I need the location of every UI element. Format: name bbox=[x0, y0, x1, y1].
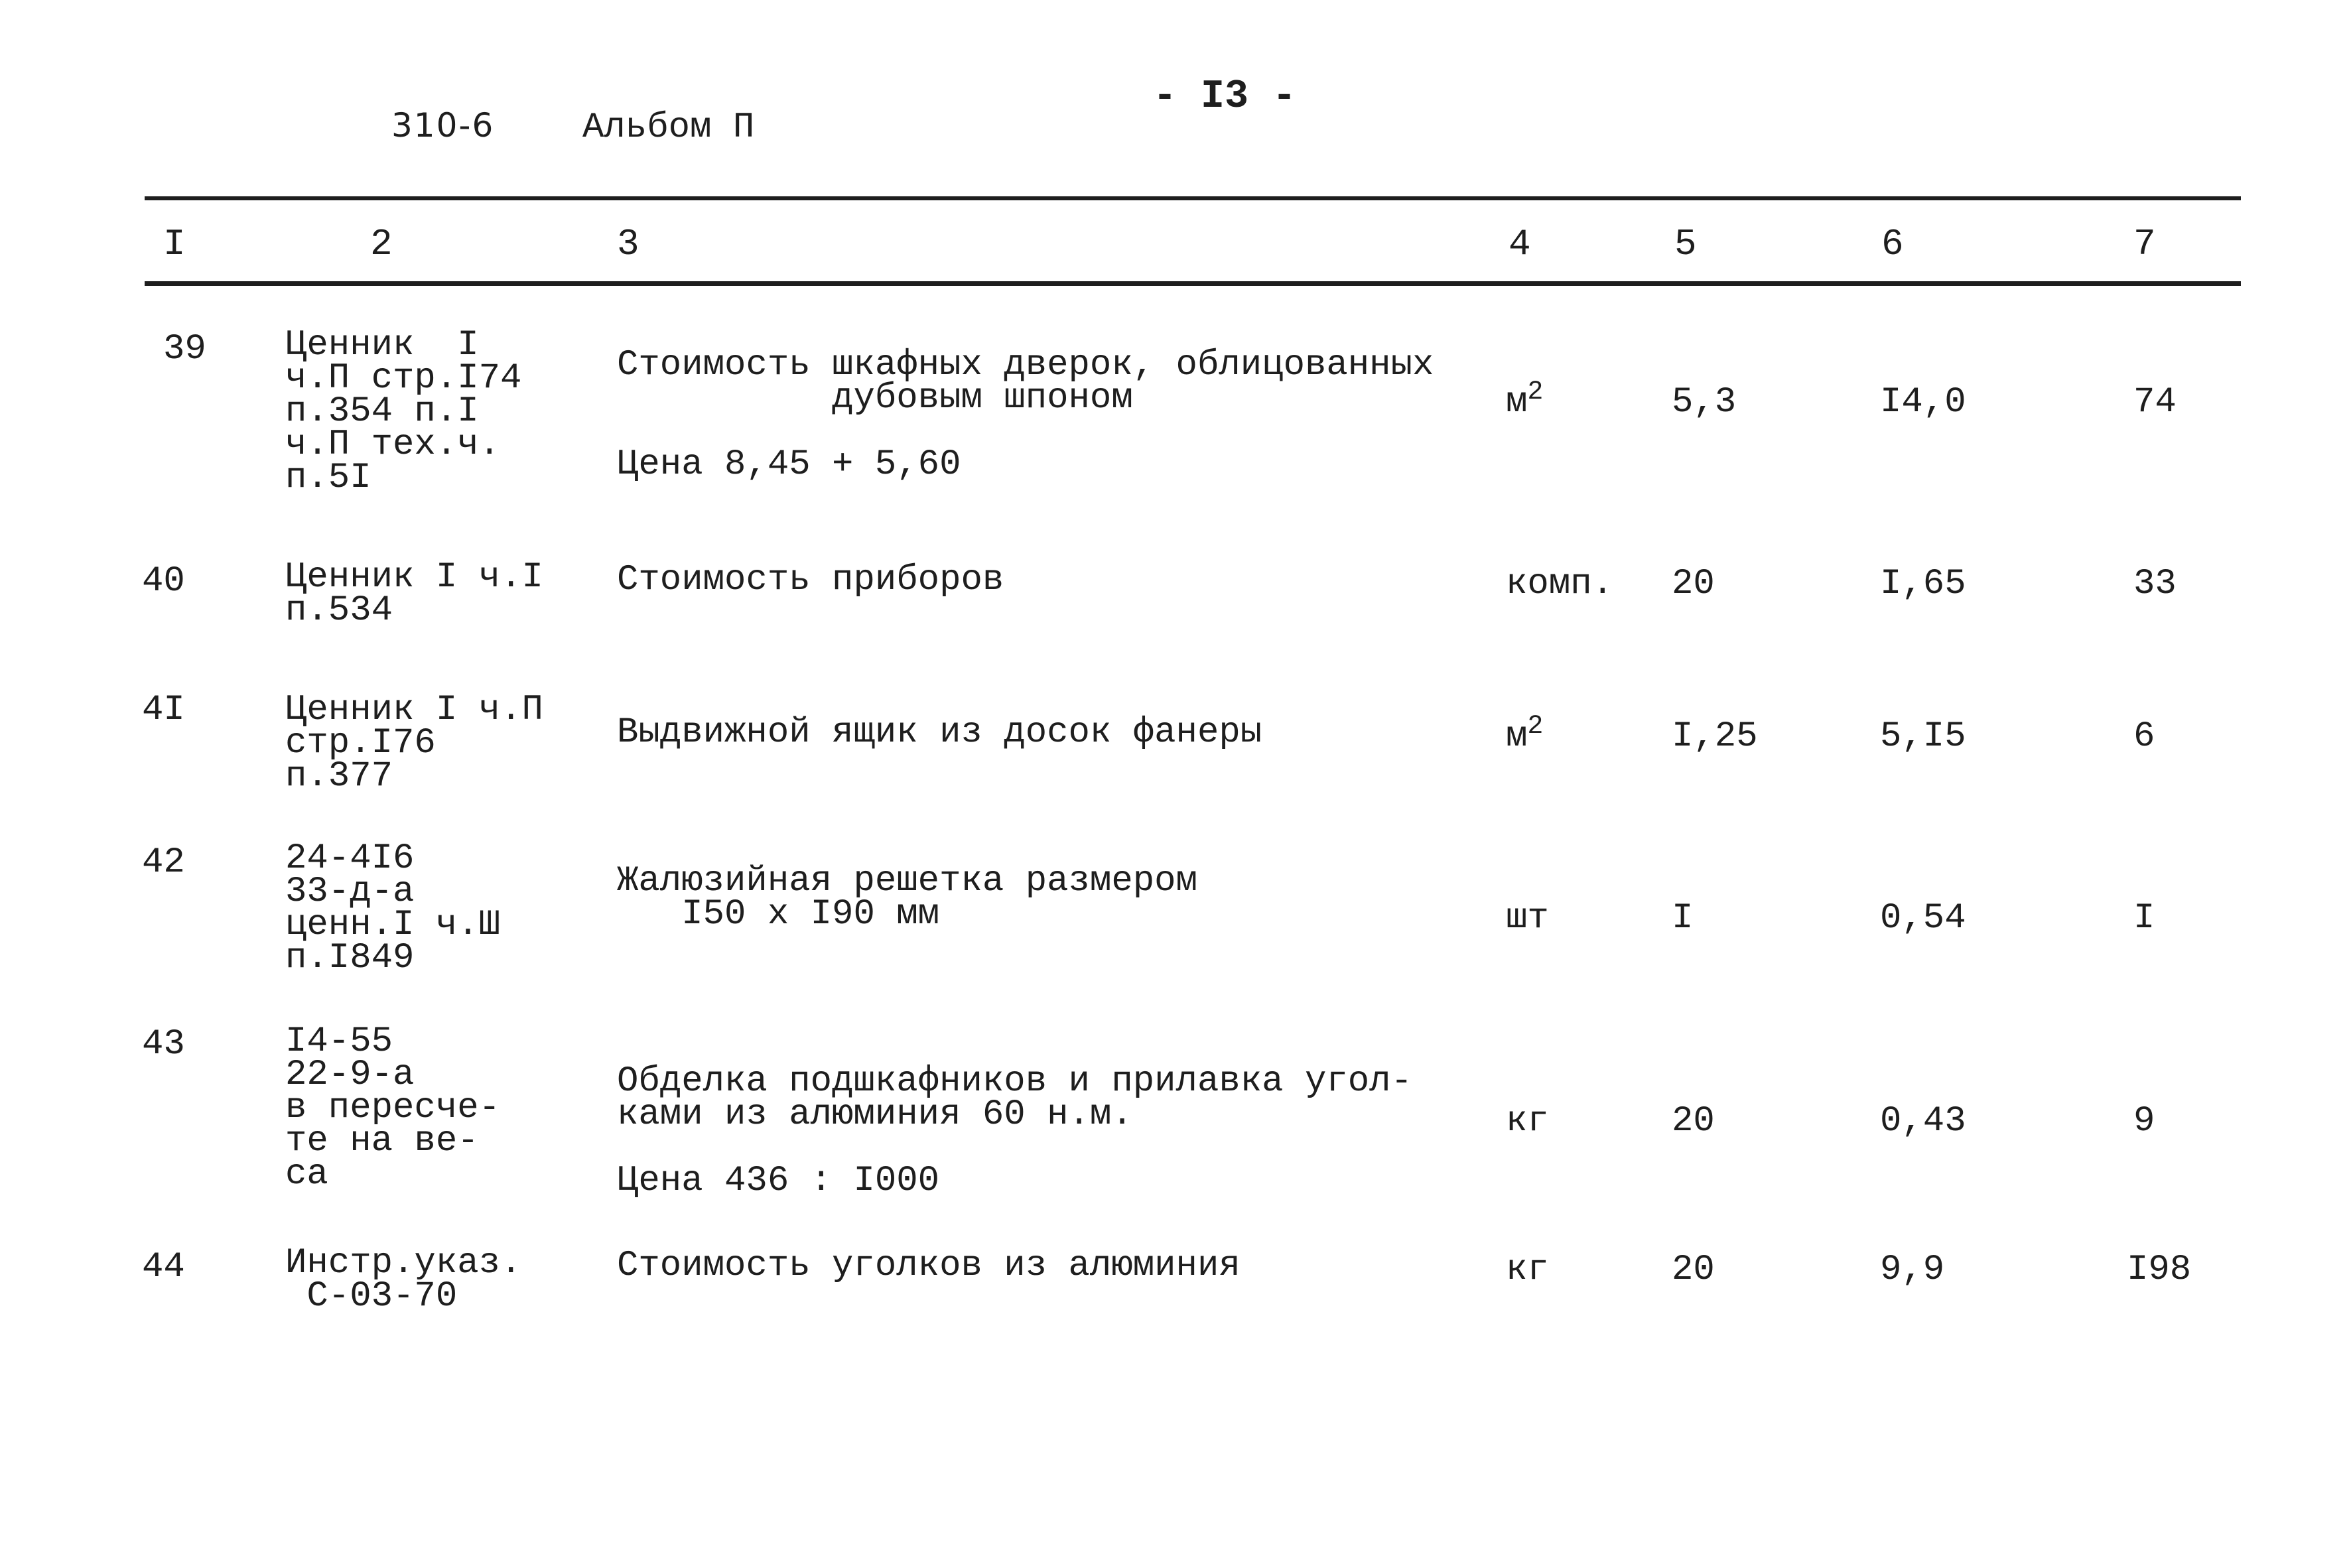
row-description: Стоимость приборов bbox=[617, 560, 1004, 600]
row-unit-price: 5,I5 bbox=[1880, 716, 1966, 757]
row-total: 33 bbox=[2133, 564, 2177, 604]
row-total: I98 bbox=[2127, 1250, 2192, 1290]
row-number: 42 bbox=[142, 842, 185, 883]
row-price-note: Цена 8,45 + 5,60 bbox=[617, 444, 961, 485]
page-number: - I3 - bbox=[1153, 74, 1297, 119]
table-header-rule bbox=[145, 281, 2241, 286]
column-header-4: 4 bbox=[1509, 223, 1531, 265]
row-source: Ценник I ч.П стр.I76 п.377 bbox=[285, 690, 543, 797]
row-quantity: 20 bbox=[1672, 1101, 1715, 1142]
row-unit: шт bbox=[1506, 898, 1549, 939]
column-header-7: 7 bbox=[2133, 223, 2156, 265]
row-unit: $м^2$ bbox=[1506, 377, 1544, 423]
row-unit-price: I4,0 bbox=[1880, 382, 1966, 423]
row-quantity: 20 bbox=[1672, 1250, 1715, 1290]
row-description: Жалюзийная решетка размером I50 х I90 мм bbox=[617, 861, 1197, 935]
album-label: Альбом П bbox=[582, 107, 755, 148]
row-unit: кг bbox=[1506, 1101, 1549, 1142]
row-unit: комп. bbox=[1506, 564, 1614, 604]
column-header-6: 6 bbox=[1881, 223, 1904, 265]
row-total: I bbox=[2133, 898, 2155, 939]
row-description: Выдвижной ящик из досок фанеры bbox=[617, 712, 1262, 753]
row-description: Стоимость уголков из алюминия bbox=[617, 1246, 1241, 1286]
row-unit-price: I,65 bbox=[1880, 564, 1966, 604]
row-unit-price: 9,9 bbox=[1880, 1250, 1945, 1290]
document-code: 310-6 bbox=[391, 106, 495, 145]
column-header-2: 2 bbox=[370, 223, 393, 265]
row-total: 6 bbox=[2133, 716, 2155, 757]
row-unit: кг bbox=[1506, 1250, 1549, 1290]
row-unit-price: 0,54 bbox=[1880, 898, 1966, 939]
row-number: 39 bbox=[163, 329, 206, 369]
row-number: 43 bbox=[142, 1024, 185, 1065]
column-header-5: 5 bbox=[1674, 223, 1697, 265]
row-number: 44 bbox=[142, 1247, 185, 1287]
row-total: 9 bbox=[2133, 1101, 2155, 1142]
row-quantity: 20 bbox=[1672, 564, 1715, 604]
row-number: 4I bbox=[142, 690, 185, 730]
row-number: 40 bbox=[142, 561, 185, 602]
row-quantity: I bbox=[1672, 898, 1694, 939]
row-source: Инстр.указ. С-03-70 bbox=[285, 1243, 522, 1317]
row-source: 24-4I6 33-д-а ценн.I ч.Ш п.I849 bbox=[285, 838, 501, 978]
row-quantity: 5,3 bbox=[1672, 382, 1737, 423]
row-quantity: I,25 bbox=[1672, 716, 1758, 757]
row-price-note: Цена 436 : I000 bbox=[617, 1161, 940, 1201]
column-header-1: I bbox=[163, 223, 186, 265]
table-top-rule bbox=[145, 196, 2241, 200]
row-source: Ценник I ч.I п.534 bbox=[285, 557, 543, 631]
row-description: Стоимость шкафных дверок, облицованных дубовым шпоном bbox=[617, 345, 1434, 419]
row-source: Ценник I ч.П стр.I74 п.354 п.I ч.П тех.ч. п.5I bbox=[285, 325, 522, 498]
column-header-3: 3 bbox=[617, 223, 639, 265]
row-description: Обделка подшкафников и прилавка угол- ками из алюминия 60 н.м. bbox=[617, 1061, 1412, 1135]
row-total: 74 bbox=[2133, 382, 2177, 423]
row-unit-price: 0,43 bbox=[1880, 1101, 1966, 1142]
row-source: I4-55 22-9-а в пересче- те на ве- са bbox=[285, 1021, 501, 1195]
row-unit: $м^2$ bbox=[1506, 712, 1544, 757]
